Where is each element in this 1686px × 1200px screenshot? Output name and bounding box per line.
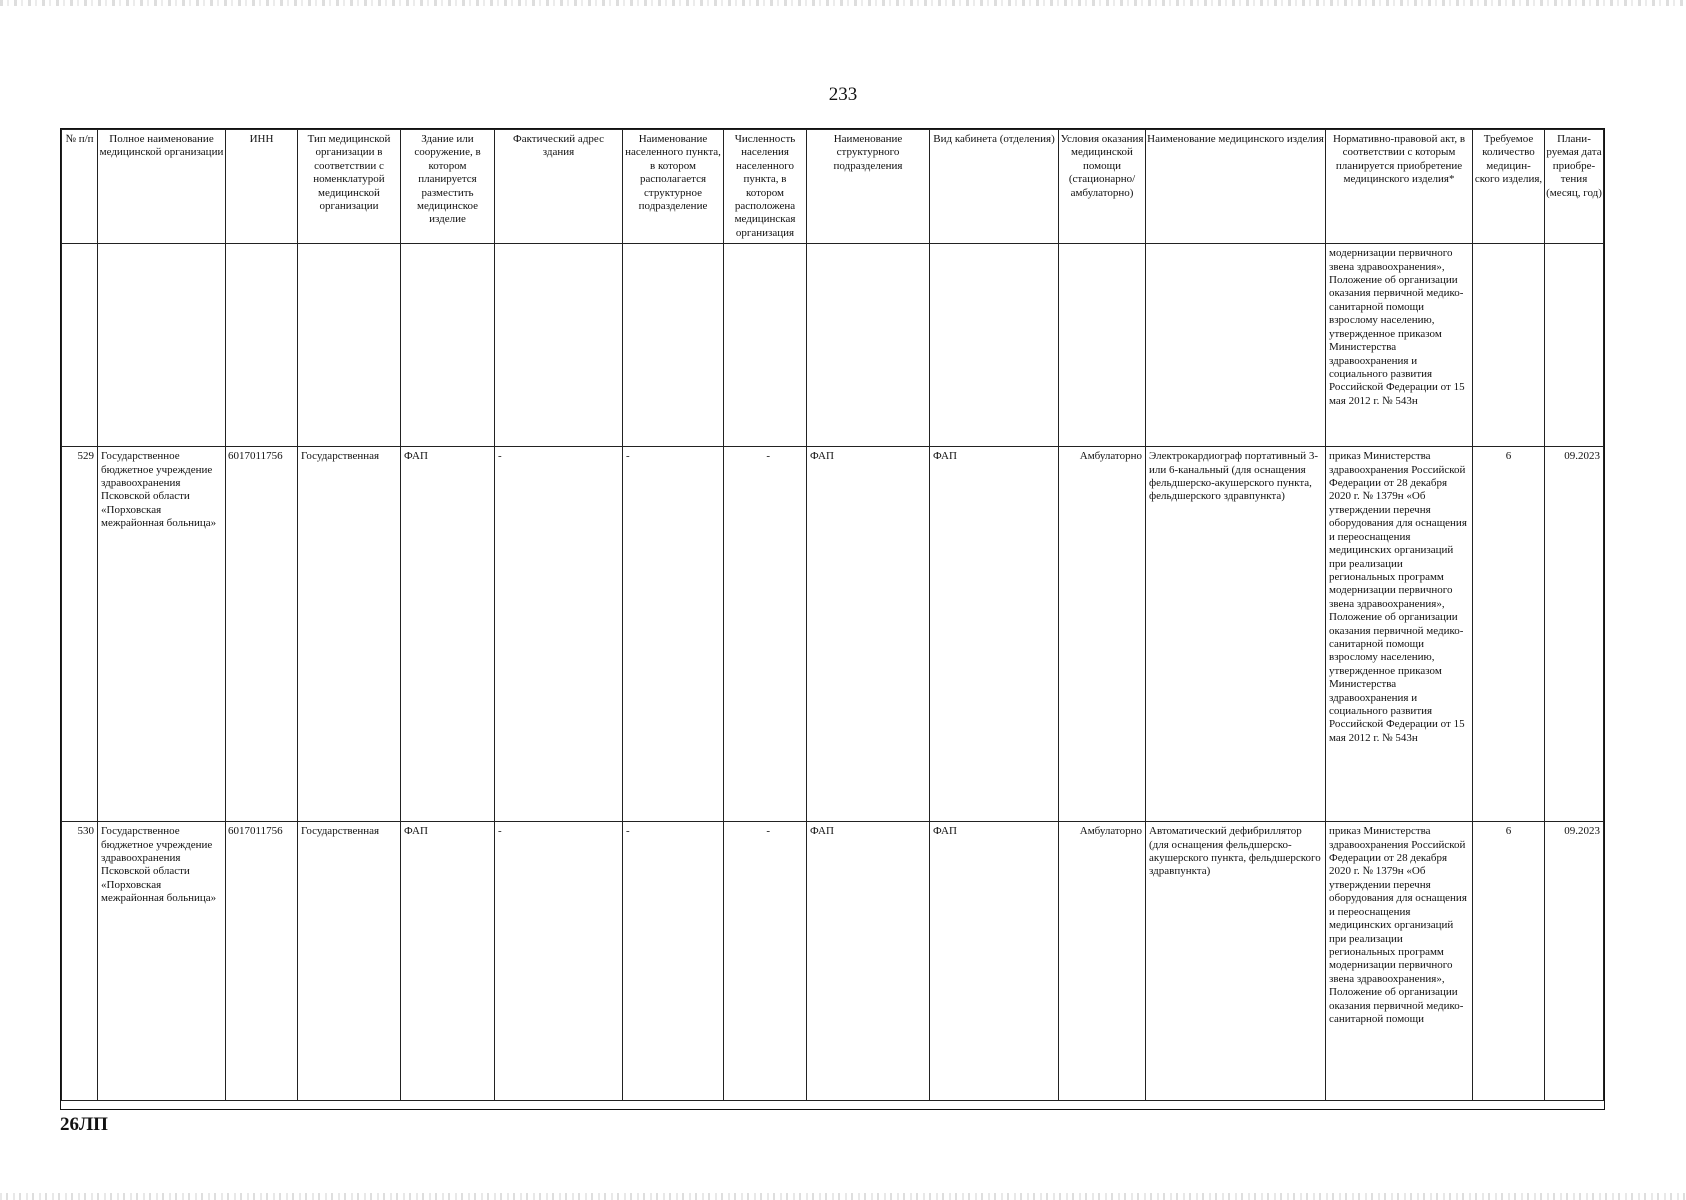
header-type: Тип медицинской организации в соответствии с номенклатурой медицинской организации [298, 130, 401, 244]
equipment-table [61, 129, 1604, 1101]
cell-empty [226, 244, 298, 447]
cell-empty [930, 244, 1059, 447]
header-building: Здание или сооружение, в котором планируется разместить медицинское изделие [401, 130, 495, 244]
cell-org: Государственное бюджетное учреждение здравоохранения Псковской области «Порховская межрайонная больница» [98, 822, 226, 1101]
cell-type: Государственная [298, 822, 401, 1101]
cell-empty [98, 244, 226, 447]
header-law: Нормативно-правовой акт, в соответствии с которым планируется приобретение медицинского изделия* [1326, 130, 1473, 244]
cell-inn: 6017011756 [226, 447, 298, 822]
header-conditions: Условия оказания медицинской помощи (стационарно/ амбулаторно) [1059, 130, 1146, 244]
cell-subdivision: ФАП [807, 822, 930, 1101]
cell-conditions: Амбулаторно [1059, 822, 1146, 1101]
cell-date: 09.2023 [1545, 822, 1604, 1101]
cell-law: приказ Министерства здравоохранения Российской Федерации от 28 декабря 2020 г. № 1379н «Об утверждении перечня оборудования для оснащения и переоснащения медицинских организаций при реализации региональных программ модернизации первичного звена здравоохранения», Положение об организации оказания первичной медико-санитарной помощи взрослому населению, утвержденное приказом Министерства здравоохранения и социального развития Российской Федерации от 15 мая 2012 г. № 543н [1326, 447, 1473, 822]
header-qty: Требуемое количество медицин-ского изделия, [1473, 130, 1545, 244]
header-device: Наименование медицинского изделия [1146, 130, 1326, 244]
cell-empty [1059, 244, 1146, 447]
cell-empty [401, 244, 495, 447]
header-subdivision: Наименование структурного подразделения [807, 130, 930, 244]
cell-population: - [724, 447, 807, 822]
cell-population: - [724, 822, 807, 1101]
cell-empty [807, 244, 930, 447]
cell-device: Автоматический дефибриллятор (для оснащения фельдшерско-акушерского пункта, фельдшерского здравпункта) [1146, 822, 1326, 1101]
table-row [62, 447, 1604, 822]
cell-qty: 6 [1473, 447, 1545, 822]
cell-num: 529 [62, 447, 98, 822]
cell-cabinet: ФАП [930, 447, 1059, 822]
page-number: 233 [828, 84, 858, 105]
cell-address: - [495, 822, 623, 1101]
cell-device: Электрокардиограф портативный 3- или 6-канальный (для оснащения фельдшерско-акушерского пункта, фельдшерского здравпункта) [1146, 447, 1326, 822]
document-code: 26ЛП [60, 1114, 108, 1135]
cell-empty [724, 244, 807, 447]
cell-type: Государственная [298, 447, 401, 822]
header-date: Плани-руемая дата приобре-тения (месяц, год) [1545, 130, 1604, 244]
header-population: Численность населения населенного пункта, в котором расположена медицинская организация [724, 130, 807, 244]
table-row [62, 822, 1604, 1101]
cell-building: ФАП [401, 822, 495, 1101]
cell-settlement: - [623, 447, 724, 822]
cell-conditions: Амбулаторно [1059, 447, 1146, 822]
cell-empty [1473, 244, 1545, 447]
cell-law-continuation: модернизации первичного звена здравоохранения», Положение об организации оказания первичной медико-санитарной помощи взрослому населению, утвержденное приказом Министерства здравоохранения и социального развития Российской Федерации от 15 мая 2012 г. № 543н [1326, 244, 1473, 447]
cell-empty [298, 244, 401, 447]
data-table-frame [60, 128, 1605, 1110]
cell-settlement: - [623, 822, 724, 1101]
cell-date: 09.2023 [1545, 447, 1604, 822]
cell-num: 530 [62, 822, 98, 1101]
cell-empty [623, 244, 724, 447]
table-row-continuation [62, 244, 1604, 447]
cell-law: приказ Министерства здравоохранения Российской Федерации от 28 декабря 2020 г. № 1379н «Об утверждении перечня оборудования для оснащения и переоснащения медицинских организаций при реализации региональных программ модернизации первичного звена здравоохранения», Положение об организации оказания первичной медико-санитарной помощи [1326, 822, 1473, 1101]
cell-empty [495, 244, 623, 447]
cell-cabinet: ФАП [930, 822, 1059, 1101]
cell-empty [1545, 244, 1604, 447]
header-settlement: Наименование населенного пункта, в котором располагается структурное подразделение [623, 130, 724, 244]
header-address: Фактический адрес здания [495, 130, 623, 244]
header-num: № п/п [62, 130, 98, 244]
cell-org: Государственное бюджетное учреждение здравоохранения Псковской области «Порховская межрайонная больница» [98, 447, 226, 822]
cell-qty: 6 [1473, 822, 1545, 1101]
header-cabinet: Вид кабинета (отделения) [930, 130, 1059, 244]
cell-empty [1146, 244, 1326, 447]
header-row [62, 130, 1604, 244]
cell-empty [62, 244, 98, 447]
header-inn: ИНН [226, 130, 298, 244]
scan-edge-bottom [0, 1193, 1686, 1200]
cell-inn: 6017011756 [226, 822, 298, 1101]
header-org: Полное наименование медицинской организации [98, 130, 226, 244]
scan-edge-top [0, 0, 1686, 6]
cell-building: ФАП [401, 447, 495, 822]
cell-subdivision: ФАП [807, 447, 930, 822]
cell-address: - [495, 447, 623, 822]
